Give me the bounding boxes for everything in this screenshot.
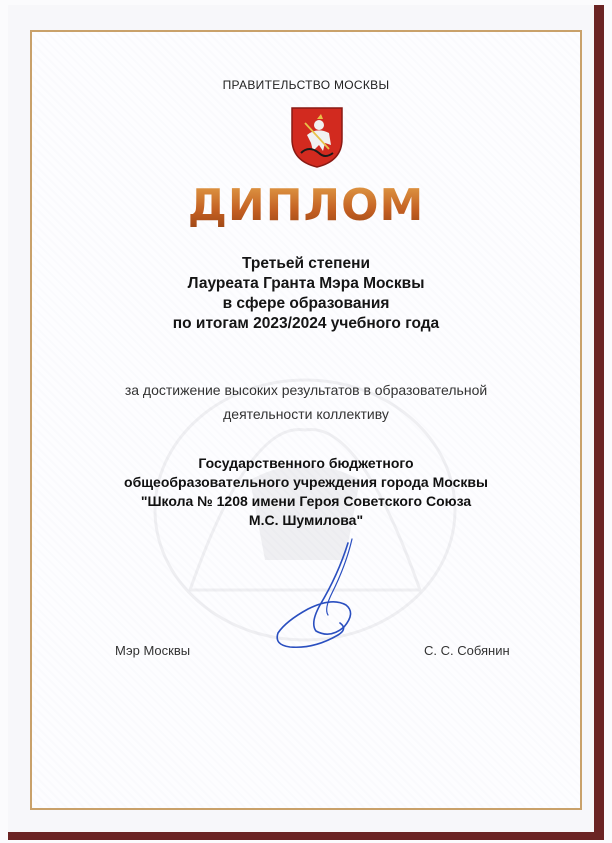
degree-line: Лауреата Гранта Мэра Москвы xyxy=(187,275,425,292)
award-degree-block xyxy=(0,254,612,334)
recipient-line: М.С. Шумилова" xyxy=(248,512,364,528)
reason-line: за достижение высоких результатов в образовательной xyxy=(124,382,488,398)
degree-line: Третьей степени xyxy=(241,255,371,272)
recipient-line: "Школа № 1208 имени Героя Советского Союза xyxy=(140,493,472,509)
issuer-header: ПРАВИТЕЛЬСТВО МОСКВЫ xyxy=(222,78,390,92)
reason-line: деятельности коллективу xyxy=(223,406,389,422)
signatory-name: С. С. Собянин xyxy=(424,643,510,658)
recipient-line: Государственного бюджетного xyxy=(198,455,414,471)
recipient-block xyxy=(0,454,612,530)
degree-line: по итогам 2023/2024 учебного года xyxy=(172,315,440,332)
moscow-coat-of-arms-icon xyxy=(289,105,345,169)
recipient-line: общеобразовательного учреждения города Москвы xyxy=(124,474,488,490)
handwritten-signature xyxy=(268,535,378,655)
award-reason-block xyxy=(0,378,612,426)
diploma-title: ДИПЛОМ xyxy=(0,180,612,231)
signatory-position: Мэр Москвы xyxy=(115,643,191,658)
degree-line: в сфере образования xyxy=(222,295,390,312)
